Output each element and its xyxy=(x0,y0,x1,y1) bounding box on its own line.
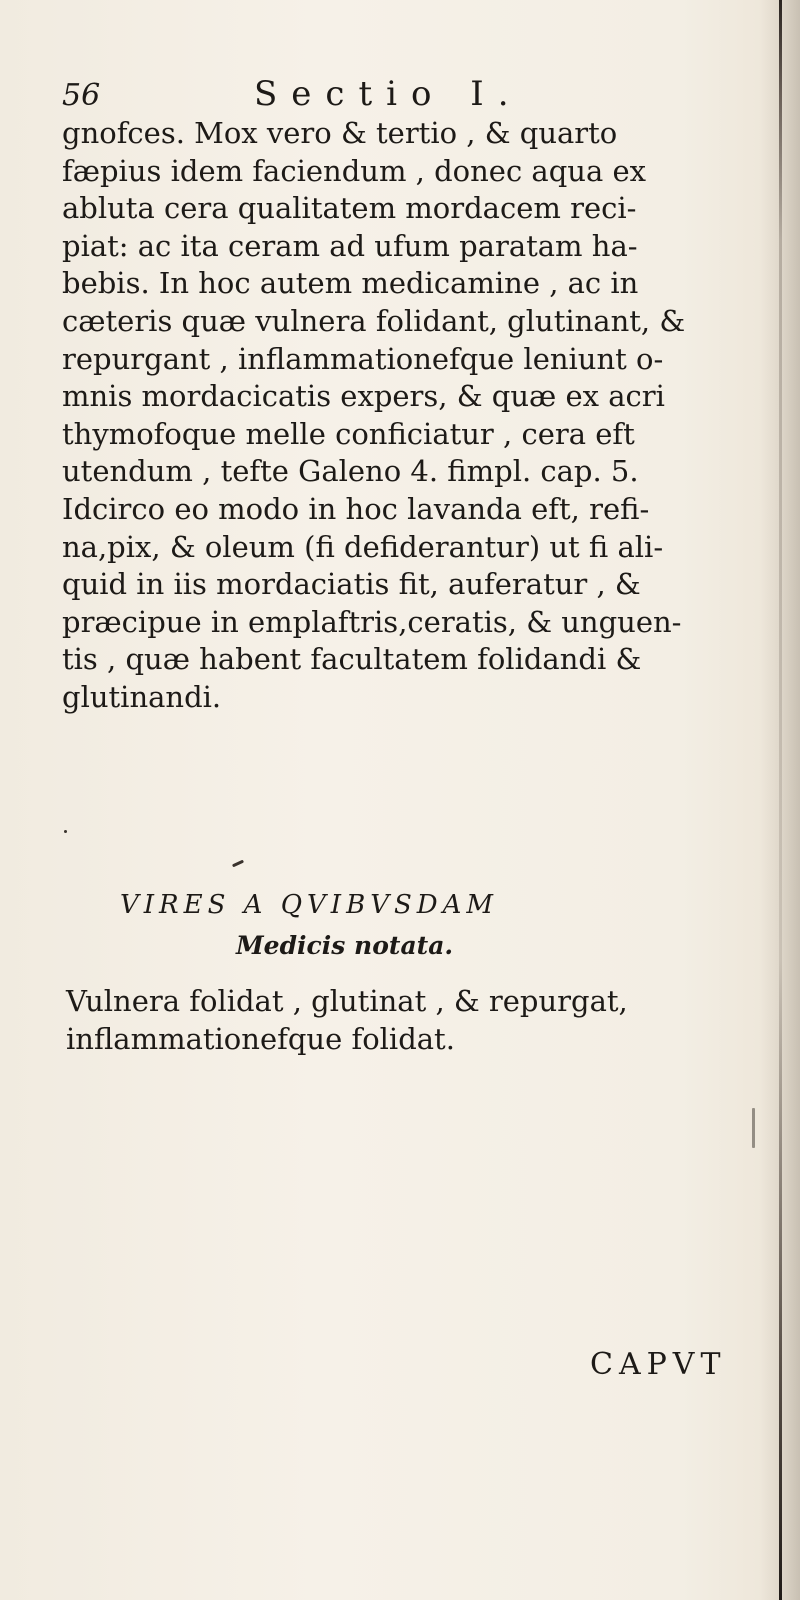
text-line: bebis. In hoc autem medicamine , ac in xyxy=(62,266,639,301)
page-number: 56 xyxy=(62,78,101,113)
body-text xyxy=(62,115,750,717)
text-line: thymofoque melle conficiatur , cera eft xyxy=(62,416,635,451)
text-line: Vulnera folidat , glutinat , & repurgat, xyxy=(66,984,628,1018)
ink-speck xyxy=(752,1108,755,1148)
ink-speck xyxy=(232,860,244,868)
running-head xyxy=(62,74,702,114)
text-line: utendum , tefte Galeno 4. fimpl. cap. 5. xyxy=(62,454,639,489)
text-line: na,pix, & oleum (fi defiderantur) ut fi ali- xyxy=(62,529,664,564)
text-line: repurgant , inflammationefque leniunt o- xyxy=(62,341,664,376)
section-subheading: Medicis notata. xyxy=(236,931,454,960)
text-line: inflammationefque folidat. xyxy=(66,1022,455,1056)
running-title: Sectio I. xyxy=(254,74,523,114)
page-edge xyxy=(779,0,782,1600)
catchword: CAPVT xyxy=(590,1347,727,1382)
text-line: abluta cera qualitatem mordacem reci- xyxy=(62,191,637,226)
text-line: Idcirco eo modo in hoc lavanda eft, refi- xyxy=(62,491,650,526)
text-line: cæteris quæ vulnera folidant, glutinant, & xyxy=(62,303,686,338)
text-line: gnofces. Mox vero & tertio , & quarto xyxy=(62,116,618,150)
text-line: præcipue in emplaftris,ceratis, & unguen- xyxy=(62,604,682,639)
ink-speck xyxy=(64,830,67,833)
text-line: mnis mordacicatis expers, & quæ ex acri xyxy=(62,379,665,414)
text-line: tis , quæ habent facultatem folidandi & xyxy=(62,642,642,677)
text-line: fæpius idem faciendum , donec aqua ex xyxy=(62,153,646,188)
text-line: quid in iis mordaciatis fit, auferatur , & xyxy=(62,567,641,602)
section-heading: VIRES A QVIBVSDAM xyxy=(120,890,499,920)
text-line: glutinandi. xyxy=(62,679,222,714)
section-text xyxy=(66,982,746,1058)
text-line: piat: ac ita ceram ad ufum paratam ha- xyxy=(62,228,638,263)
